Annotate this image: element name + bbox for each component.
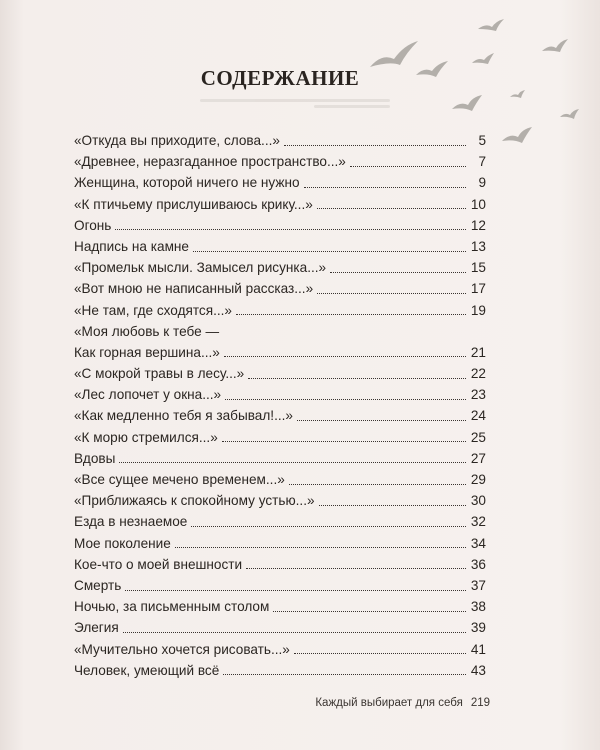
dot-leader: [193, 250, 466, 252]
toc-entry-title: Смерть: [74, 577, 122, 593]
dot-leader: [224, 355, 466, 357]
toc-entry: [74, 194, 486, 215]
toc-entry-title: «Приближаясь к спокойному устью...»: [74, 493, 315, 509]
toc-entry-page: 43: [470, 662, 486, 678]
dot-leader: [223, 335, 466, 336]
toc-entry-title: Огонь: [74, 217, 112, 233]
toc-entry: [74, 554, 486, 575]
toc-entry: [74, 490, 486, 511]
toc-entry-title: «Вот мною не написанный рассказ...»: [74, 281, 314, 297]
toc-entry: [74, 575, 486, 596]
toc-entry-page: 7: [478, 154, 486, 170]
toc-entry: [74, 511, 486, 532]
toc-entry-page: 39: [470, 620, 486, 636]
dot-leader: [289, 483, 466, 485]
toc-entry-page: 21: [470, 344, 486, 360]
dot-leader: [246, 567, 466, 569]
toc-entry-page: 30: [470, 493, 486, 509]
dot-leader: [115, 228, 466, 230]
toc-entry: [74, 172, 486, 193]
toc-entry-page: 29: [470, 472, 486, 487]
toc-entry: [74, 363, 486, 384]
toc-entry-page: 32: [470, 514, 486, 530]
dot-leader: [223, 673, 466, 675]
bird-icon: [452, 95, 482, 111]
toc-entry: [74, 130, 486, 151]
bird-icon: [560, 109, 579, 119]
toc-entry: [74, 448, 486, 469]
toc-entry: [74, 215, 486, 236]
dot-leader: [175, 546, 466, 548]
toc-entry: [74, 300, 486, 321]
toc-entry-title: Ночью, за письменным столом: [74, 599, 270, 615]
dot-leader: [125, 589, 466, 591]
dot-leader: [191, 525, 466, 527]
toc-entry-title: «Моя любовь к тебе —: [74, 323, 220, 339]
toc-entry-page: 25: [470, 429, 486, 445]
toc-entry-page: 13: [470, 238, 486, 254]
bird-icon: [472, 53, 494, 64]
toc-entry: [74, 278, 486, 299]
toc-entry: [74, 405, 486, 426]
toc-entry-title: Мое поколение: [74, 535, 171, 551]
dot-leader: [123, 631, 466, 633]
bird-icon: [502, 127, 532, 143]
toc-entry-page: 15: [470, 260, 486, 276]
bleed-through-text: [200, 96, 390, 110]
page-number: 219: [470, 697, 490, 709]
toc-entry-page: 41: [470, 641, 486, 657]
toc-entry-title: «Лес лопочет у окна...»: [74, 387, 222, 403]
toc-entry-page: 19: [470, 302, 486, 318]
toc-entry: [74, 533, 486, 554]
toc-entry-page: 38: [470, 599, 486, 615]
toc-entry-title: «К птичьему прислушиваюсь крику...»: [74, 196, 313, 212]
toc-entry: [74, 469, 486, 490]
toc-entry-title: «К морю стремился...»: [74, 429, 218, 445]
toc-entry: [74, 321, 486, 342]
bird-icon: [542, 39, 568, 52]
toc-entry-title: «Промельк мысли. Замысел рисунка...»: [74, 260, 327, 276]
toc-entry-page: 27: [470, 450, 486, 466]
bird-icon: [510, 90, 525, 98]
toc-entry-title: Элегия: [74, 620, 119, 636]
toc-entry-title: «Древнее, неразгаданное пространство...»: [74, 154, 346, 170]
toc-entry: [74, 617, 486, 638]
dot-leader: [236, 313, 466, 315]
toc-entry-page: 9: [478, 175, 486, 191]
toc-entry-page: 37: [470, 577, 486, 593]
dot-leader: [284, 144, 466, 146]
toc-entry-title: «Откуда вы приходите, слова...»: [74, 133, 280, 148]
page-footer: [300, 697, 490, 709]
toc-entry: [74, 236, 486, 257]
toc-entry-title: Как горная вершина...»: [74, 344, 220, 360]
dot-leader: [317, 292, 466, 294]
dot-leader: [273, 610, 466, 612]
bird-icon: [478, 19, 504, 31]
dot-leader: [297, 419, 466, 421]
dot-leader: [319, 504, 466, 506]
toc-entry-title: Человек, умеющий всё: [74, 662, 220, 678]
toc-entry-title: «Не там, где сходятся...»: [74, 302, 232, 318]
toc-entry-title: Езда в незнаемое: [74, 514, 188, 530]
dot-leader: [330, 271, 466, 273]
dot-leader: [222, 440, 466, 442]
dot-leader: [119, 461, 466, 463]
toc-entry-page: 10: [470, 196, 486, 212]
table-of-contents: [74, 130, 486, 681]
toc-entry: [74, 384, 486, 405]
toc-entry-title: «Все сущее мечено временем...»: [74, 472, 285, 487]
toc-entry: [74, 427, 486, 448]
toc-entry-page: 17: [470, 281, 486, 297]
running-title: Каждый выбирает для себя: [315, 697, 463, 709]
dot-leader: [304, 186, 466, 188]
toc-entry-title: Надпись на камне: [74, 238, 189, 254]
toc-entry: [74, 660, 486, 681]
toc-entry-page: 34: [470, 535, 486, 551]
toc-entry-title: «С мокрой травы в лесу...»: [74, 366, 245, 382]
dot-leader: [294, 652, 466, 654]
toc-entry-page: 22: [470, 366, 486, 382]
toc-entry-title: «Мучительно хочется рисовать...»: [74, 641, 290, 657]
toc-entry-page: 23: [470, 387, 486, 403]
toc-entry: [74, 639, 486, 660]
toc-entry: [74, 596, 486, 617]
toc-entry-title: Кое-что о моей внешности: [74, 556, 243, 572]
bird-icon: [370, 41, 418, 67]
dot-leader: [225, 398, 466, 400]
toc-entry: [74, 151, 486, 172]
toc-entry: [74, 342, 486, 363]
dot-leader: [317, 207, 466, 209]
toc-entry-page: 36: [470, 556, 486, 572]
toc-entry-title: Женщина, которой ничего не нужно: [74, 175, 300, 191]
toc-entry: [74, 257, 486, 278]
toc-entry-page: 5: [478, 133, 486, 148]
page-title: СОДЕРЖАНИЕ: [200, 66, 360, 90]
dot-leader: [350, 165, 466, 167]
toc-entry-page: 24: [470, 408, 486, 424]
toc-entry-page: 12: [470, 217, 486, 233]
toc-entry-title: Вдовы: [74, 450, 116, 466]
dot-leader: [248, 377, 466, 379]
toc-entry-title: «Как медленно тебя я забывал!...»: [74, 408, 293, 424]
